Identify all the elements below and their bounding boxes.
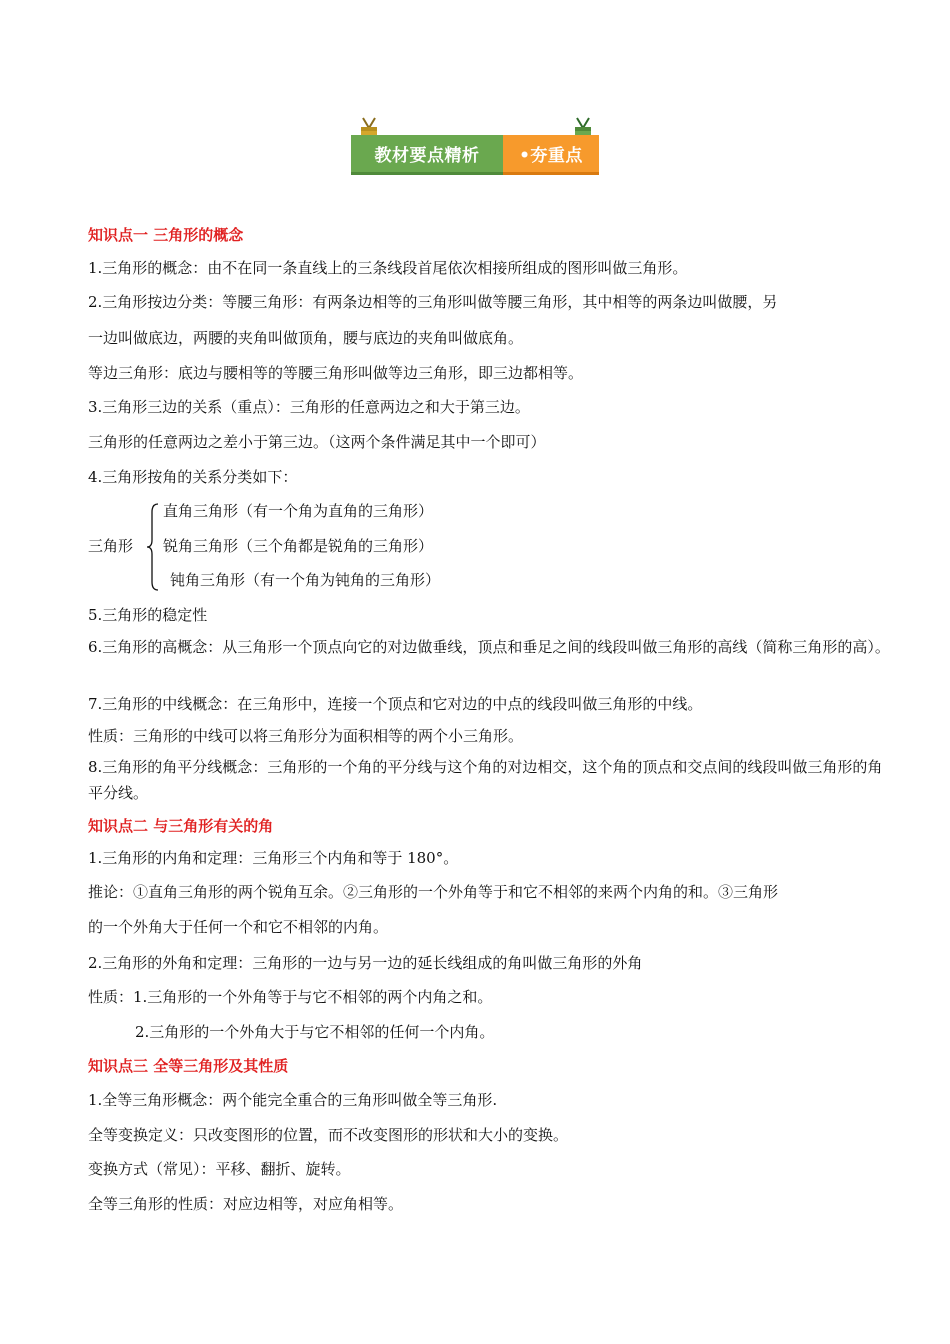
section-banner	[351, 135, 599, 175]
paragraph-line: 性质：1.三角形的一个外角等于与它不相邻的两个内角之和。	[88, 988, 493, 1006]
paragraph-line: 4.三角形按角的关系分类如下：	[88, 468, 298, 486]
banner-main-label: 教材要点精析	[374, 146, 480, 166]
paragraph-line: 8.三角形的角平分线概念：三角形的一个角的平分线与这个角的对边相交，这个角的顶点和交点间的线段叫做三角形的角平分线。	[88, 758, 883, 802]
paragraph-line: 1.三角形的内角和定理：三角形三个内角和等于 180°。	[88, 849, 459, 867]
section-heading: 知识点一 三角形的概念	[88, 226, 244, 244]
paragraph-line: 推论：①直角三角形的两个锐角互余。②三角形的一个外角等于和它不相邻的来两个内角的和。③三角形	[88, 883, 779, 901]
paragraph-line: 变换方式（常见）：平移、翻折、旋转。	[88, 1160, 351, 1178]
section-heading: 知识点二 与三角形有关的角	[88, 817, 274, 835]
classification-label: 三角形	[88, 537, 134, 555]
banner-main	[351, 135, 503, 175]
paragraph-line: 性质：三角形的中线可以将三角形分为面积相等的两个小三角形。	[88, 727, 524, 745]
paragraph-line: 3.三角形三边的关系（重点）：三角形的任意两边之和大于第三边。	[88, 398, 530, 416]
curly-brace-icon	[146, 502, 160, 592]
classification-item: 钝角三角形（有一个角为钝角的三角形）	[170, 571, 441, 589]
paragraph-line: 的一个外角大于任何一个和它不相邻的内角。	[88, 918, 389, 936]
paragraph-line: 三角形的任意两边之差小于第三边。（这两个条件满足其中一个即可）	[88, 433, 546, 451]
paragraph-line: 7.三角形的中线概念：在三角形中，连接一个顶点和它对边的中点的线段叫做三角形的中线。	[88, 695, 703, 713]
paragraph-line: 2.三角形的一个外角大于与它不相邻的任何一个内角。	[135, 1023, 495, 1041]
paragraph-line: 1.全等三角形概念：两个能完全重合的三角形叫做全等三角形.	[88, 1091, 498, 1109]
classification-item: 锐角三角形（三个角都是锐角的三角形）	[163, 537, 434, 555]
paragraph-line: 6.三角形的高概念：从三角形一个顶点向它的对边做垂线，顶点和垂足之间的线段叫做三角形的高线（简称三角形的高）。	[88, 638, 890, 656]
banner-accent	[503, 135, 599, 175]
paragraph-line: 全等变换定义：只改变图形的位置，而不改变图形的形状和大小的变换。	[88, 1126, 569, 1144]
paragraph-line: 全等三角形的性质：对应边相等，对应角相等。	[88, 1195, 404, 1213]
classification-item: 直角三角形（有一个角为直角的三角形）	[163, 502, 434, 520]
paragraph-line: 一边叫做底边，两腰的夹角叫做顶角，腰与底边的夹角叫做底角。	[88, 329, 524, 347]
paragraph-line: 5.三角形的稳定性	[88, 606, 208, 624]
paragraph-line: 2.三角形的外角和定理：三角形的一边与另一边的延长线组成的角叫做三角形的外角	[88, 954, 643, 972]
banner-accent-label: •夯重点	[519, 146, 583, 166]
paragraph-line: 等边三角形：底边与腰相等的等腰三角形叫做等边三角形，即三边都相等。	[88, 364, 584, 382]
paragraph-line: 2.三角形按边分类：等腰三角形：有两条边相等的三角形叫做等腰三角形，其中相等的两条边叫做腰，另	[88, 293, 778, 311]
paragraph-line: 1.三角形的概念：由不在同一条直线上的三条线段首尾依次相接所组成的图形叫做三角形。	[88, 259, 688, 277]
section-heading: 知识点三 全等三角形及其性质	[88, 1057, 289, 1075]
